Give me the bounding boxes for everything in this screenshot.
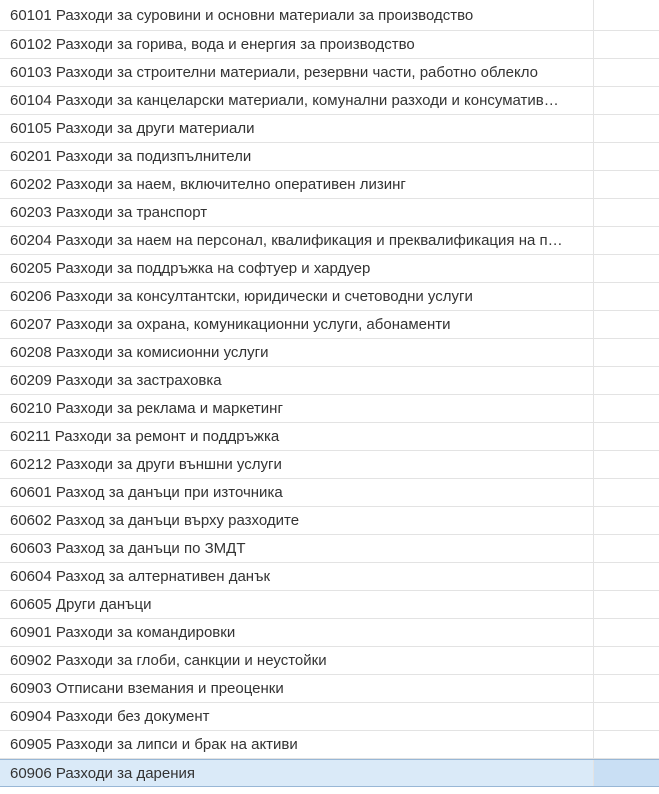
account-name-cell[interactable]: 60904 Разходи без документ [0, 703, 594, 730]
table-row[interactable] [0, 703, 659, 731]
empty-column-cell[interactable] [594, 395, 659, 422]
table-row[interactable] [0, 0, 659, 31]
empty-column-cell[interactable] [594, 59, 659, 86]
account-name-cell[interactable]: 60212 Разходи за други външни услуги [0, 451, 594, 478]
empty-column-cell[interactable] [594, 199, 659, 226]
empty-column-cell[interactable] [594, 227, 659, 254]
table-row[interactable] [0, 283, 659, 311]
account-name-cell[interactable]: 60605 Други данъци [0, 591, 594, 618]
empty-column-cell[interactable] [594, 675, 659, 702]
empty-column-cell[interactable] [594, 563, 659, 590]
empty-column-cell[interactable] [594, 339, 659, 366]
account-name-cell[interactable]: 60204 Разходи за наем на персонал, квалификация и преквалификация на п… [0, 227, 594, 254]
empty-column-cell[interactable] [594, 87, 659, 114]
table-row[interactable] [0, 619, 659, 647]
empty-column-cell[interactable] [594, 479, 659, 506]
table-row[interactable] [0, 535, 659, 563]
table-row[interactable] [0, 395, 659, 423]
empty-column-cell[interactable] [594, 535, 659, 562]
account-name-cell[interactable]: 60205 Разходи за поддръжка на софтуер и хардуер [0, 255, 594, 282]
empty-column-cell[interactable] [594, 143, 659, 170]
table-row[interactable] [0, 479, 659, 507]
table-row[interactable] [0, 731, 659, 759]
table-row[interactable] [0, 675, 659, 703]
empty-column-cell[interactable] [594, 451, 659, 478]
table-row[interactable] [0, 255, 659, 283]
account-name-cell[interactable]: 60905 Разходи за липси и брак на активи [0, 731, 594, 758]
account-name-cell[interactable]: 60203 Разходи за транспорт [0, 199, 594, 226]
account-name-cell[interactable]: 60210 Разходи за реклама и маркетинг [0, 395, 594, 422]
table-row[interactable] [0, 759, 659, 787]
empty-column-cell[interactable] [594, 731, 659, 758]
table-row[interactable] [0, 647, 659, 675]
table-row[interactable] [0, 591, 659, 619]
account-name-cell[interactable]: 60206 Разходи за консултантски, юридически и счетоводни услуги [0, 283, 594, 310]
empty-column-cell[interactable] [594, 115, 659, 142]
table-row[interactable] [0, 423, 659, 451]
account-name-cell[interactable]: 60103 Разходи за строителни материали, резервни части, работно облекло [0, 59, 594, 86]
table-row[interactable] [0, 31, 659, 59]
table-row[interactable] [0, 87, 659, 115]
account-name-cell[interactable]: 60602 Разход за данъци върху разходите [0, 507, 594, 534]
table-row[interactable] [0, 339, 659, 367]
account-name-cell[interactable]: 60102 Разходи за горива, вода и енергия за производство [0, 31, 594, 58]
empty-column-cell[interactable] [594, 423, 659, 450]
account-name-cell[interactable]: 60903 Отписани вземания и преоценки [0, 675, 594, 702]
empty-column-cell[interactable] [594, 255, 659, 282]
empty-column-cell[interactable] [594, 367, 659, 394]
account-name-cell[interactable]: 60603 Разход за данъци по ЗМДТ [0, 535, 594, 562]
empty-column-cell[interactable] [594, 283, 659, 310]
table-row[interactable] [0, 227, 659, 255]
empty-column-cell[interactable] [594, 0, 659, 30]
account-name-cell[interactable]: 60209 Разходи за застраховка [0, 367, 594, 394]
account-name-cell[interactable]: 60208 Разходи за комисионни услуги [0, 339, 594, 366]
empty-column-cell[interactable] [594, 760, 659, 786]
table-row[interactable] [0, 451, 659, 479]
table-row[interactable] [0, 311, 659, 339]
account-name-cell[interactable]: 60202 Разходи за наем, включително оперативен лизинг [0, 171, 594, 198]
empty-column-cell[interactable] [594, 647, 659, 674]
account-name-cell[interactable]: 60906 Разходи за дарения [0, 760, 594, 786]
table-row[interactable] [0, 199, 659, 227]
table-row[interactable] [0, 115, 659, 143]
account-name-cell[interactable]: 60101 Разходи за суровини и основни материали за производство [0, 0, 594, 30]
account-name-cell[interactable]: 60604 Разход за алтернативен данък [0, 563, 594, 590]
account-name-cell[interactable]: 60901 Разходи за командировки [0, 619, 594, 646]
empty-column-cell[interactable] [594, 619, 659, 646]
empty-column-cell[interactable] [594, 31, 659, 58]
table-row[interactable] [0, 171, 659, 199]
empty-column-cell[interactable] [594, 591, 659, 618]
empty-column-cell[interactable] [594, 703, 659, 730]
table-row[interactable] [0, 367, 659, 395]
account-name-cell[interactable]: 60601 Разход за данъци при източника [0, 479, 594, 506]
empty-column-cell[interactable] [594, 507, 659, 534]
table-row[interactable] [0, 143, 659, 171]
empty-column-cell[interactable] [594, 311, 659, 338]
account-name-cell[interactable]: 60201 Разходи за подизпълнители [0, 143, 594, 170]
account-name-cell[interactable]: 60207 Разходи за охрана, комуникационни услуги, абонаменти [0, 311, 594, 338]
empty-column-cell[interactable] [594, 171, 659, 198]
table-row[interactable] [0, 563, 659, 591]
table-row[interactable] [0, 507, 659, 535]
account-name-cell[interactable]: 60902 Разходи за глоби, санкции и неустойки [0, 647, 594, 674]
account-name-cell[interactable]: 60104 Разходи за канцеларски материали, комунални разходи и консуматив… [0, 87, 594, 114]
account-name-cell[interactable]: 60211 Разходи за ремонт и поддръжка [0, 423, 594, 450]
account-name-cell[interactable]: 60105 Разходи за други материали [0, 115, 594, 142]
table-row[interactable] [0, 59, 659, 87]
